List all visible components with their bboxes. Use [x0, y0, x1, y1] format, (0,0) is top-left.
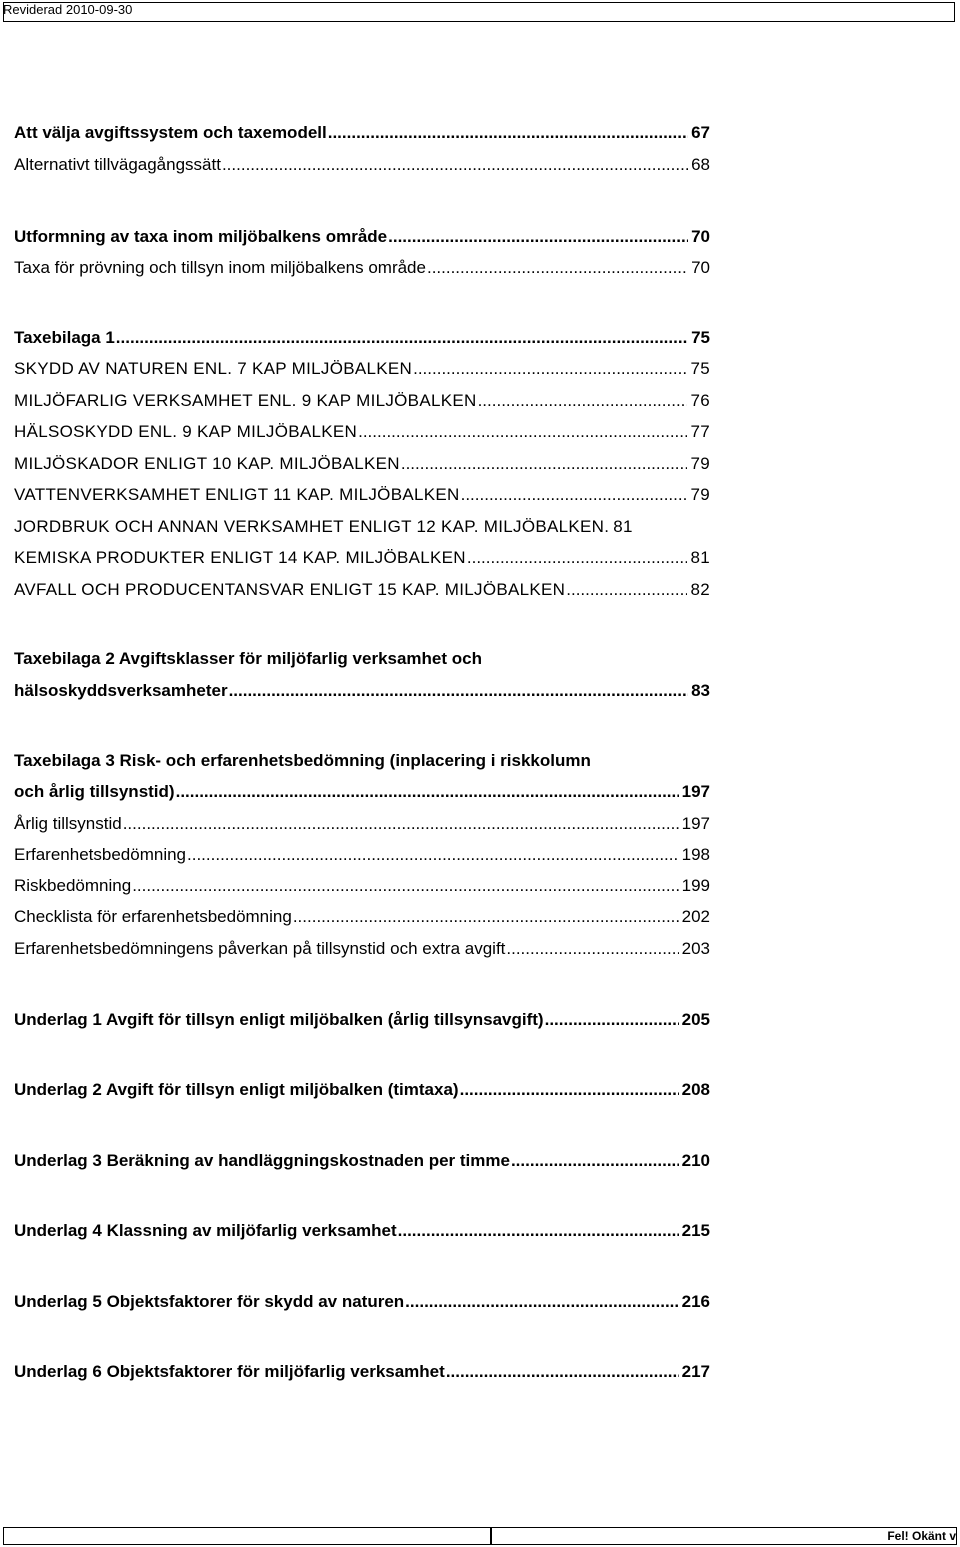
toc-entry-label: Att välja avgiftssystem och taxemodell	[14, 123, 327, 142]
toc-entry[interactable]	[14, 226, 710, 248]
toc-entry-page: 198	[681, 845, 710, 864]
toc-entry[interactable]	[14, 579, 710, 601]
toc-entry-page: 197	[681, 814, 710, 833]
toc-entry[interactable]	[14, 516, 710, 538]
toc-leader-dots	[405, 1291, 678, 1313]
toc-entry-label: Erfarenhetsbedömning	[14, 845, 187, 864]
toc-entry[interactable]	[14, 1220, 710, 1242]
toc-entry-page: 77	[690, 422, 710, 441]
toc-leader-dots	[446, 1361, 679, 1383]
toc-entry-page: 203	[681, 939, 710, 958]
toc-leader-dots	[222, 154, 688, 176]
toc-entry-page: 216	[681, 1292, 710, 1311]
footer-box	[3, 1527, 957, 1545]
toc-entry[interactable]	[14, 547, 710, 569]
toc-leader-dots	[328, 122, 688, 144]
toc-entry[interactable]	[14, 680, 710, 702]
toc-entry-page: 202	[681, 907, 710, 926]
toc-entry-page: 67	[691, 123, 710, 142]
footer-error-text: Fel! Okänt v	[887, 1529, 956, 1543]
toc-entry-label: Underlag 2 Avgift för tillsyn enligt miljöbalken (timtaxa)	[14, 1080, 459, 1099]
toc-entry[interactable]	[14, 844, 710, 866]
toc-entry-page: 76	[690, 391, 710, 410]
toc-entry-label: Checklista för erfarenhetsbedömning	[14, 907, 292, 926]
toc-entry-page: 70	[691, 227, 710, 246]
toc-leader-dots	[398, 1220, 679, 1242]
toc-leader-dots	[506, 938, 678, 960]
toc-entry[interactable]	[14, 484, 710, 506]
toc-entry[interactable]	[14, 154, 710, 176]
toc-leader-dots	[413, 358, 687, 380]
toc-entry-page: 70	[691, 258, 710, 277]
toc-leader-dots	[229, 680, 689, 702]
toc-entry-label: Underlag 6 Objektsfaktorer för miljöfarlig verksamhet	[14, 1362, 445, 1381]
toc-entry-page: 215	[681, 1221, 710, 1240]
toc-entry-label: HÄLSOSKYDD ENL. 9 KAP MILJÖBALKEN	[14, 422, 358, 441]
toc-leader-dots	[478, 390, 688, 412]
header-box	[3, 2, 955, 22]
toc-leader-dots	[116, 327, 688, 349]
toc-leader-dots	[566, 579, 687, 601]
toc-entry-label: Underlag 1 Avgift för tillsyn enligt miljöbalken (årlig tillsynsavgift)	[14, 1010, 544, 1029]
toc-entry-page: 82	[690, 580, 710, 599]
toc-entry-page: 75	[690, 359, 710, 378]
toc-entry-page: 197	[681, 782, 710, 801]
toc-entry-page: 210	[681, 1151, 710, 1170]
toc-entry-page: 68	[691, 155, 710, 174]
revision-date: Reviderad 2010-09-30	[3, 2, 133, 17]
toc-entry[interactable]	[14, 327, 710, 349]
toc-entry-label: KEMISKA PRODUKTER ENLIGT 14 KAP. MILJÖBALKEN	[14, 548, 466, 567]
toc-entry[interactable]	[14, 390, 710, 412]
toc-entry[interactable]	[14, 1079, 710, 1101]
toc-leader-dots	[388, 226, 688, 248]
toc-entry-label: Alternativt tillvägagångssätt	[14, 155, 221, 174]
toc-entry-label: Underlag 3 Beräkning av handläggningskostnaden per timme	[14, 1151, 510, 1170]
toc-entry-label: Underlag 5 Objektsfaktorer för skydd av naturen	[14, 1292, 405, 1311]
toc-leader-dots	[123, 813, 679, 835]
toc-entry[interactable]	[14, 938, 710, 960]
toc-entry-page: 81	[690, 548, 710, 567]
toc-leader-dots	[293, 906, 679, 928]
toc-leader-dots	[427, 257, 688, 279]
toc-leader-dots	[401, 453, 688, 475]
toc-entry[interactable]	[14, 1291, 710, 1313]
toc-entry[interactable]	[14, 421, 710, 443]
toc-entry-page: 79	[690, 485, 710, 504]
toc-entry-label: Taxebilaga 1	[14, 328, 115, 347]
toc-entry-label: Utformning av taxa inom miljöbalkens område	[14, 227, 388, 246]
toc-entry-page: 83	[691, 681, 710, 700]
toc-entry-first-line: Taxebilaga 2 Avgiftsklasser för miljöfarlig verksamhet och	[14, 649, 482, 668]
toc-leader-dots	[358, 421, 687, 443]
toc-entry[interactable]	[14, 781, 710, 803]
toc-leader-dots	[545, 1009, 679, 1031]
toc-entry-label: Erfarenhetsbedömningens påverkan på tillsynstid och extra avgift	[14, 939, 506, 958]
toc-leader-dots	[467, 547, 688, 569]
toc-leader-dots	[176, 781, 679, 803]
toc-leader-dots	[132, 875, 678, 897]
toc-entry-page: 217	[681, 1362, 710, 1381]
toc-entry-label: Årlig tillsynstid	[14, 814, 122, 833]
toc-entry-page: 199	[681, 876, 710, 895]
footer-divider	[490, 1528, 492, 1544]
toc-entry-label: Taxa för prövning och tillsyn inom miljöbalkens område	[14, 258, 426, 277]
toc-entry-label: MILJÖFARLIG VERKSAMHET ENL. 9 KAP MILJÖBALKEN	[14, 391, 477, 410]
toc-entry[interactable]	[14, 813, 710, 835]
toc-entry[interactable]	[14, 1009, 710, 1031]
toc-leader-dots	[511, 1150, 679, 1172]
toc-entry-page: 208	[681, 1080, 710, 1099]
toc-entry-label: Underlag 4 Klassning av miljöfarlig verksamhet	[14, 1221, 397, 1240]
toc-entry[interactable]	[14, 257, 710, 279]
toc-leader-dots	[460, 1079, 679, 1101]
toc-entry[interactable]	[14, 906, 710, 928]
toc-entry-page: 75	[691, 328, 710, 347]
toc-entry-first-line: Taxebilaga 3 Risk- och erfarenhetsbedömning (inplacering i riskkolumn	[14, 751, 591, 770]
toc-entry-label: hälsoskyddsverksamheter	[14, 681, 228, 700]
toc-entry-label: och årlig tillsynstid)	[14, 782, 175, 801]
toc-entry-label: JORDBRUK OCH ANNAN VERKSAMHET ENLIGT 12 KAP. MILJÖBALKEN.	[14, 517, 610, 536]
toc-entry-label: Riskbedömning	[14, 876, 132, 895]
toc-entry[interactable]	[14, 453, 710, 475]
toc-entry-page: 81	[613, 517, 633, 536]
toc-entry[interactable]	[14, 1361, 710, 1383]
toc-entry[interactable]	[14, 358, 710, 380]
toc-leader-dots	[187, 844, 679, 866]
toc-entry-page: 205	[681, 1010, 710, 1029]
toc-entry-label: MILJÖSKADOR ENLIGT 10 KAP. MILJÖBALKEN	[14, 454, 400, 473]
toc-entry-page: 79	[690, 454, 710, 473]
toc-entry[interactable]	[14, 875, 710, 897]
toc-entry-label: SKYDD AV NATUREN ENL. 7 KAP MILJÖBALKEN	[14, 359, 413, 378]
toc-leader-dots	[461, 484, 688, 506]
toc-entry-label: AVFALL OCH PRODUCENTANSVAR ENLIGT 15 KAP. MILJÖBALKEN	[14, 580, 566, 599]
toc-entry[interactable]	[14, 122, 710, 144]
toc-entry-label: VATTENVERKSAMHET ENLIGT 11 KAP. MILJÖBALKEN	[14, 485, 460, 504]
toc-entry[interactable]	[14, 1150, 710, 1172]
